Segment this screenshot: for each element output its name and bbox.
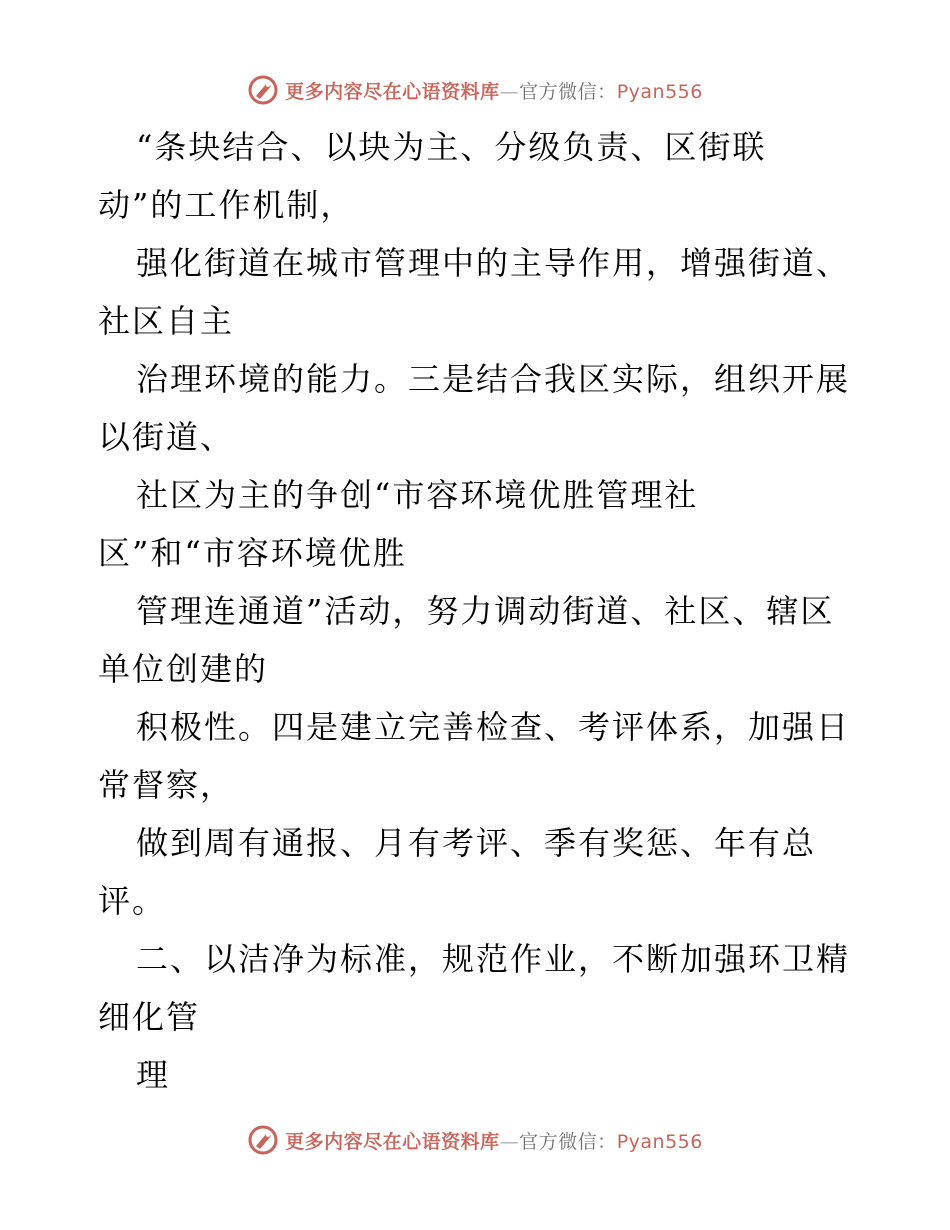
watermark-main: 更多内容尽在心语资料库 bbox=[285, 80, 500, 103]
body-text-line: 治理环境的能力。三是结合我区实际，组织开展 bbox=[136, 360, 851, 398]
watermark-separator: — bbox=[499, 80, 520, 103]
body-text-line: 动”的工作机制， bbox=[98, 186, 355, 224]
watermark-text bbox=[285, 1127, 703, 1154]
watermark-id: Pyan556 bbox=[616, 80, 703, 103]
watermark-separator: — bbox=[499, 1130, 520, 1153]
pen-logo-icon bbox=[247, 74, 279, 106]
body-text-line: 强化街道在城市管理中的主导作用，增强街道、 bbox=[136, 244, 851, 282]
body-text-line: 区”和“市容环境优胜 bbox=[98, 534, 407, 572]
watermark-main: 更多内容尽在心语资料库 bbox=[285, 1130, 500, 1153]
body-text-line: 二、以洁净为标准，规范作业，不断加强环卫精 bbox=[136, 940, 851, 978]
watermark-label: 官方微信： bbox=[519, 80, 617, 103]
body-text-line: “条块结合、以块为主、分级负责、区街联 bbox=[136, 128, 767, 166]
body-text-line: 社区自主 bbox=[98, 302, 235, 340]
body-text-line: 社区为主的争创“市容环境优胜管理社 bbox=[136, 476, 699, 514]
document-body bbox=[98, 118, 868, 1104]
body-text-line: 常督察， bbox=[98, 766, 235, 804]
watermark-text bbox=[285, 77, 703, 104]
body-text-line: 管理连通道”活动，努力调动街道、社区、辖区 bbox=[136, 592, 835, 630]
body-text-line: 细化管 bbox=[98, 998, 201, 1036]
body-text-line: 以街道、 bbox=[98, 418, 235, 456]
watermark-label: 官方微信： bbox=[519, 1130, 617, 1153]
header-watermark bbox=[0, 70, 950, 110]
body-text-line: 评。 bbox=[98, 882, 167, 920]
footer-watermark bbox=[0, 1120, 950, 1160]
watermark-id: Pyan556 bbox=[616, 1130, 703, 1153]
body-text-line: 积极性。四是建立完善检查、考评体系，加强日 bbox=[136, 708, 851, 746]
body-text-line: 理 bbox=[136, 1056, 171, 1094]
body-text-line: 单位创建的 bbox=[98, 650, 269, 688]
pen-logo-icon bbox=[247, 1124, 279, 1156]
body-text-line: 做到周有通报、月有考评、季有奖惩、年有总 bbox=[136, 824, 817, 862]
